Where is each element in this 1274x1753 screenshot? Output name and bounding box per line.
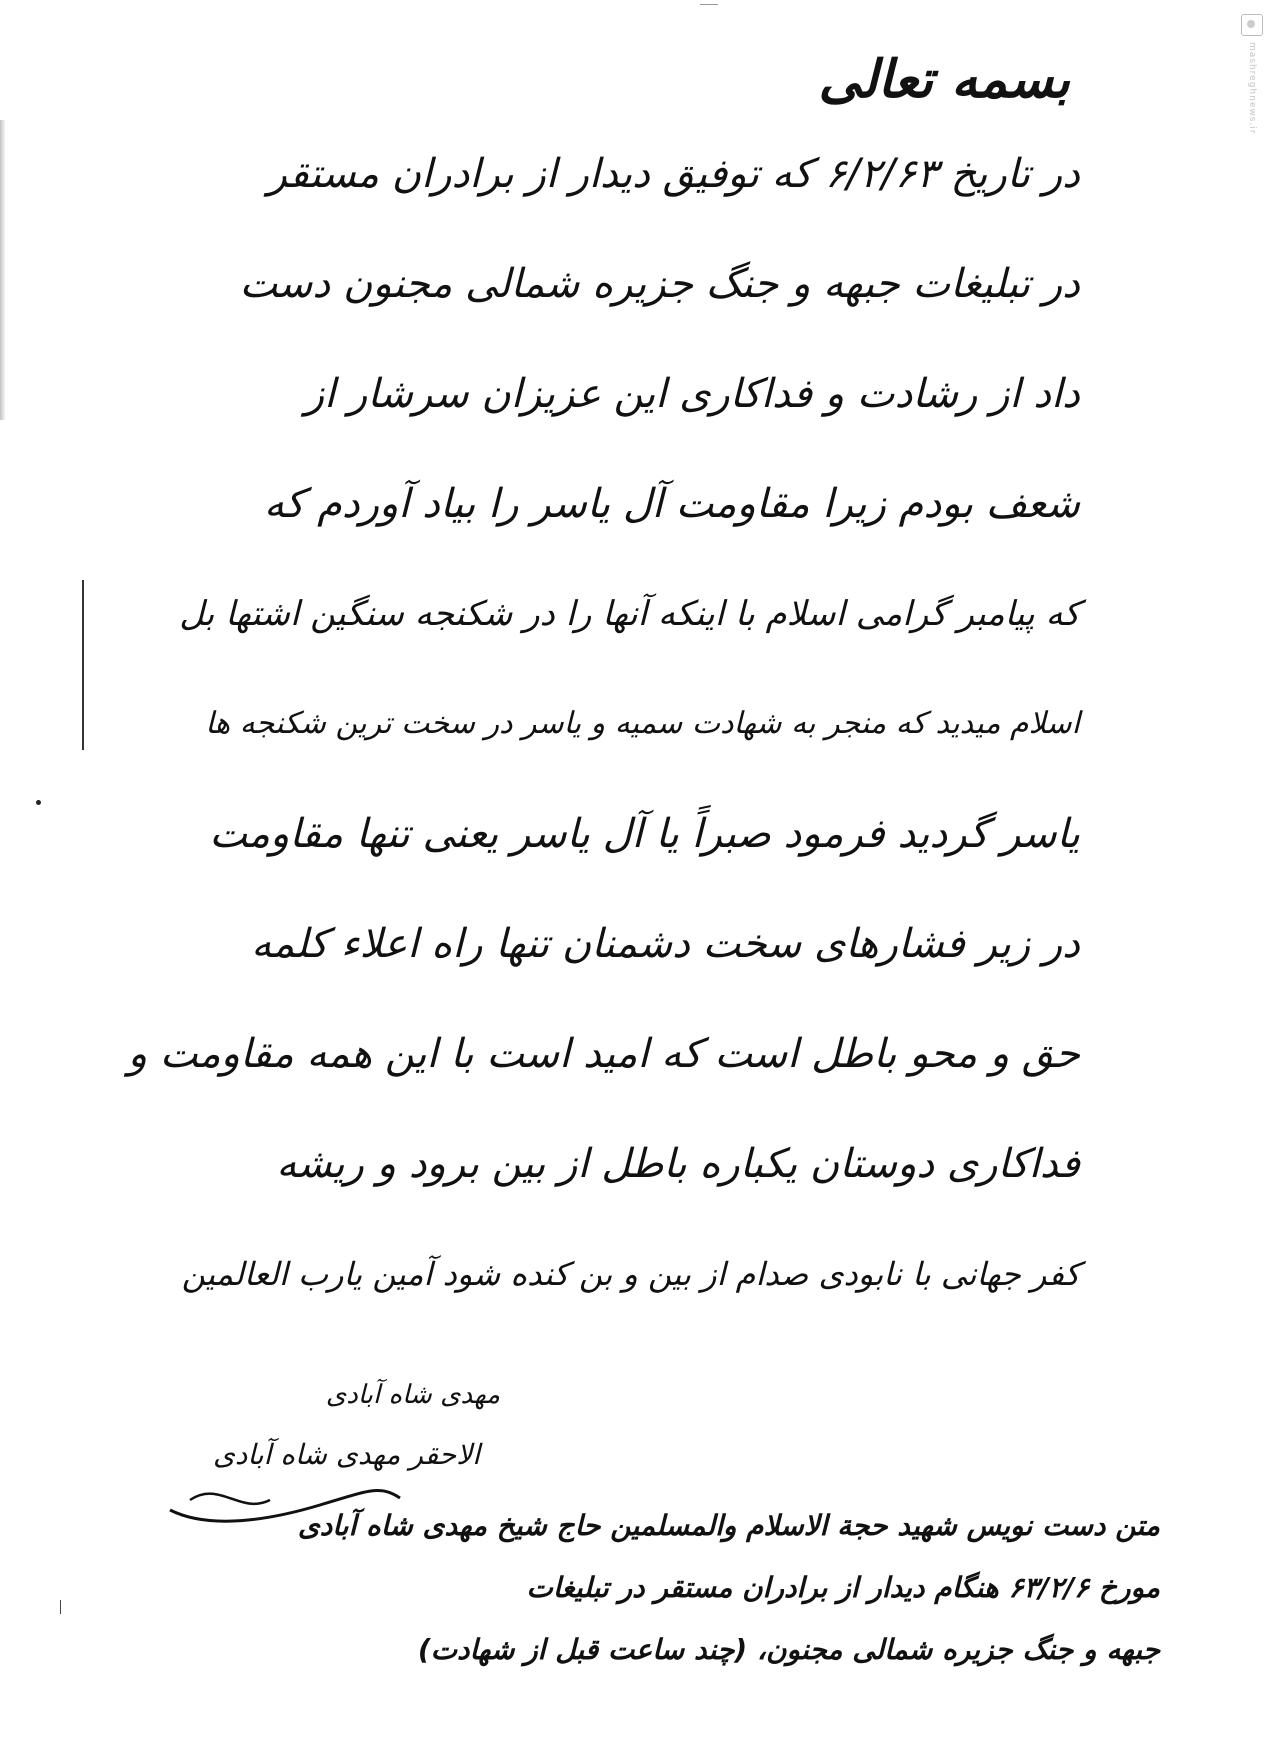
signature-name: الاحقر مهدی شاه آبادی	[212, 1438, 480, 1471]
letter-heading: بسمه تعالی	[818, 50, 1070, 110]
letter-line: که پیامبر گرامی اسلام با اینکه آنها را در شکنجه سنگین اشتها بل	[179, 594, 1080, 634]
caption-line: متن دست نویس شهید حجة الاسلام والمسلمین حاج شیخ مهدی شاه آبادی	[297, 1509, 1160, 1542]
scan-edge-shadow	[0, 120, 6, 420]
letter-line: در زیر فشارهای سخت دشمنان تنها راه اعلاء کلمه	[251, 921, 1080, 967]
letter-line: در تبلیغات جبهه و جنگ جزیره شمالی مجنون دست	[239, 261, 1080, 307]
letter-line: کفر جهانی با نابودی صدام از بین و بن کنده شود آمین یارب العالمین	[181, 1255, 1080, 1293]
letter-line: حق و محو باطل است که امید است با این همه مقاومت و	[127, 1031, 1080, 1077]
caption-line: مورخ ۶۳/۲/۶ هنگام دیدار از برادران مستقر در تبلیغات	[526, 1571, 1160, 1604]
scan-top-mark	[700, 0, 718, 5]
letter-line: شعف بودم زیرا مقاومت آل یاسر را بیاد آوردم که	[263, 481, 1080, 527]
letter-line: داد از رشادت و فداکاری این عزیزان سرشار از	[304, 371, 1080, 417]
handwritten-letter	[127, 40, 1080, 1360]
signature-note: مهدی شاه آبادی	[325, 1380, 500, 1410]
mashregh-logo-icon	[1241, 14, 1263, 36]
printed-caption	[297, 1495, 1160, 1681]
caption-line: جبهه و جنگ جزیره شمالی مجنون، (چند ساعت قبل از شهادت)	[417, 1633, 1160, 1666]
margin-mark	[82, 580, 84, 750]
watermark	[1238, 14, 1266, 164]
letter-line: یاسر گردید فرمود صبراً یا آل یاسر یعنی تنها مقاومت	[209, 811, 1080, 857]
margin-mark-small	[60, 1600, 61, 1614]
letter-line: فداکاری دوستان یکباره باطل از بین برود و ریشه	[276, 1141, 1080, 1187]
margin-dot	[36, 800, 41, 805]
letter-line: در تاریخ ۶/۲/۶۳ که توفیق دیدار از برادران مستقر	[267, 151, 1080, 197]
letter-body	[127, 150, 1080, 1360]
watermark-text: mashreghnews.ir	[1247, 42, 1257, 135]
letter-line: اسلام میدید که منجر به شهادت سمیه و یاسر در سخت ترین شکنجه ها	[205, 706, 1080, 741]
